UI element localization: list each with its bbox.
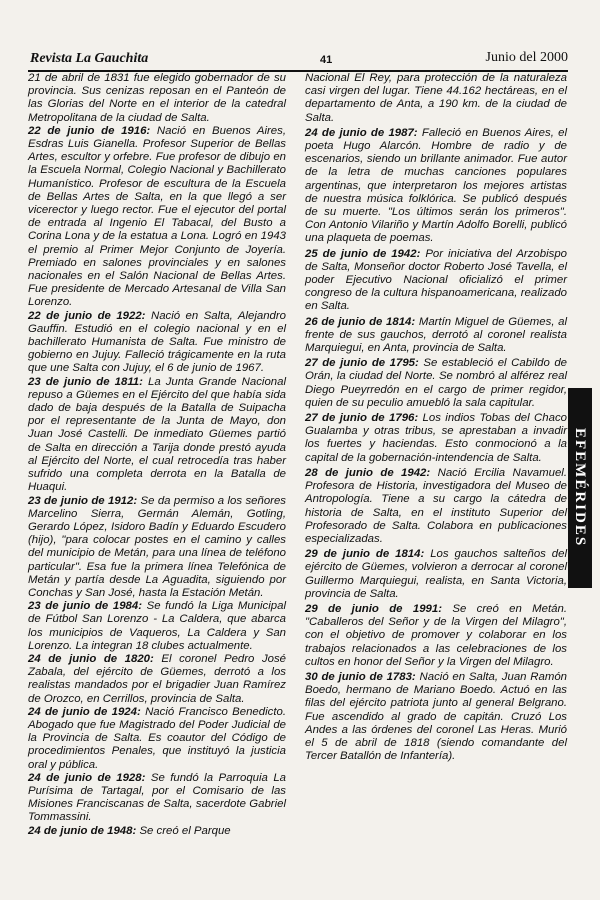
entry: 27 de junio de 1796: Los indios Tobas del Chaco Gualamba y otras tribus, se aprestaban a invadir los fuertes y haciendas. Esto conmocionó a la capital de la gobernación-intendencia de Salta. [305,412,567,464]
left-column [28,72,286,838]
entry: 23 de junio de 1984: Se fundó la Liga Municipal de Fútbol San Lorenzo - La Caldera, que abarca los municipios de Vaqueros, La Caldera y San Lorenzo. La integran 18 clubes actualmente. [28,600,286,652]
entry: 23 de junio de 1912: Se da permiso a los señores Marcelino Sierra, Germán Alemán, Gotling, Gerardo López, Isidoro Badín y Eduardo Escudero (hijo), "para colocar postes en el camino y calles del municipio de Metán, para una línea de teléfono particular". Esa fue la primera línea Telefónica de Metán y partía desde La Aguadita, siguiendo por Conchas y San José, hasta la Estación Metán. [28,494,286,599]
entry: 24 de junio de 1820: El coronel Pedro José Zabala, del ejército de Güemes, derrotó a los realistas mandados por el brigadier Juan Ramírez de Orozco, en Cerrillos, provincia de Salta. [28,652,286,705]
entry: 24 de junio de 1948: Se creó el Parque [28,824,231,837]
entry: 24 de junio de 1924: Nació Francisco Benedicto. Abogado que fue Magistrado del Poder Judicial de la Provincia de Salta. Es coautor del Código de procedimientos Penales, que instituyó la justicia oral y pública. [28,705,286,771]
entry: 30 de junio de 1783: Nació en Salta, Juan Ramón Boedo, hermano de Mariano Boedo. Actuó en las filas del ejército patriota junto al general Belgrano. Fue ascendido al grado de capitán. Cruzó Los Andes a las órdenes del coronel Las Heras. Murió el 5 de abril de 1818 (siendo comandante del Tercer Batallón de Infantería). [305,670,568,763]
entry: 29 de junio de 1814: Los gauchos salteños del ejército de Güemes, volvieron a derrocar al coronel Guillermo Marquiegui, realista, en Santa Victoria, provincia de Salta. [305,548,567,600]
page-number: 41 [320,54,333,66]
entry: Nacional El Rey, para protección de la naturaleza casi virgen del lugar. Tiene 44.162 hectáreas, en el departamento de Anta, a 190 km. de la ciudad de Salta. [305,72,567,124]
entry: 23 de junio de 1811: La Junta Grande Nacional repuso a Güemes en el Ejército del que había sida dado de baja después de la Batalla de Suipacha por el representante de la Junta de Mayo, don Juan José Castelli. De inmediato Güemes partió de Salta en dirección a Tarija donde prestó ayuda al Ejército del Norte, el cual retrocedía tras haber sufrido una completa derrota en la Batalla de Huaqui. [28,375,286,494]
entry: 22 de junio de 1916: Nació en Buenos Aires, Esdras Luis Gianella. Profesor Superior de Bellas Artes, escultor y orfebre. Fue profesor de dibujo en la Escuela Normal, Colegio Nacional y Bachillerato Humanístico. Profesor de escultura de la Escuela de Bellas Artes de Salta, en la que llegó a ser vicerector y luego rector. Fue el ejecutor del portal de entrada al Ingenio El Tabacal, del Busto a Corina Lona y de la estatua a Lona. Logró en 1943 el premio al Primer Mejor Conjunto de Joyería. Premiado en salones provinciales y en salones nacionales en el Salón Nacional de Bellas Artes. Fue presidente de Mercado Artesanal de Villa San Lorenzo. [28,124,286,309]
entry: 26 de junio de 1814: Martín Miguel de Güemes, al frente de sus gauchos, derrotó al coronel realista Marquiegui, en Anta, provincia de Salta. [305,315,567,355]
section-label-efemerides: EFEMÉRIDES [568,388,592,588]
right-column [305,72,567,765]
magazine-title: Revista La Gauchita [30,51,149,66]
entry: 27 de junio de 1795: Se estableció el Cabildo de Orán, la ciudad del Norte. Se nombró al alférez real Diego Pueyrredón en el cargo de primer regidor, quien de su peculio amuebló la sala capitular. [305,357,567,409]
entry: 29 de junio de 1991: Se creó en Metán. "Caballeros del Señor y de la Virgen del Milagro", con el objetivo de promover y colaborar en los trabajos relacionados a las celebraciones de los cultos en honor del Señor y la Virgen del Milagro. [305,602,567,668]
entry: 28 de junio de 1942: Nació Ercilia Navamuel. Profesora de Historia, investigadora del Museo de Antropología. Tiene a su cargo la cátedra de historia de Salta, en el instituto Superior del Profesorado de Salta. Colabora en publicaciones especializadas. [305,466,567,545]
entry: 24 de junio de 1987: Falleció en Buenos Aires, el poeta Hugo Alarcón. Hombre de radio y de escenarios, siendo un brillante animador. Fue autor de la letra de muchas canciones populares argentinas, que interpretaron los mejores artistas de nuestra música folklórica. Se publicó después de su muerte. "Los últimos serán los primeros". Con Antonio Vilariño y Martín Adolfo Borelli, publicó una plaqueta de poemas. [305,126,567,245]
entry: 25 de junio de 1942: Por iniciativa del Arzobispo de Salta, Monseñor doctor Roberto José Tavella, el poder Ejecutivo Nacional oficializó el primer congreso de la cultura hispanoamericana, realizado en Salta. [305,247,567,313]
issue-date: Junio del 2000 [485,50,568,65]
entry: 24 de junio de 1928: Se fundó la Parroquia La Purísima de Tartagal, por el Comisario de las Misiones Franciscanas de Salta, sacerdote Gabriel Tommassini. [28,771,286,824]
entry: 21 de abril de 1831 fue elegido gobernador de su provincia. Sus cenizas reposan en el Panteón de las Glorias del Norte en el interior de la catedral Metropolitana de la ciudad de Salta. [28,72,286,124]
page-header [28,50,568,72]
entry: 22 de junio de 1922: Nació en Salta, Alejandro Gauffin. Estudió en el colegio nacional y en el bachillerato Humanista de Salta. Fue ministro de gobierno en Jujuy. Falleció trágicamente en la ruta que une Salta con Jujuy, el 6 de junio de 1967. [28,309,286,375]
